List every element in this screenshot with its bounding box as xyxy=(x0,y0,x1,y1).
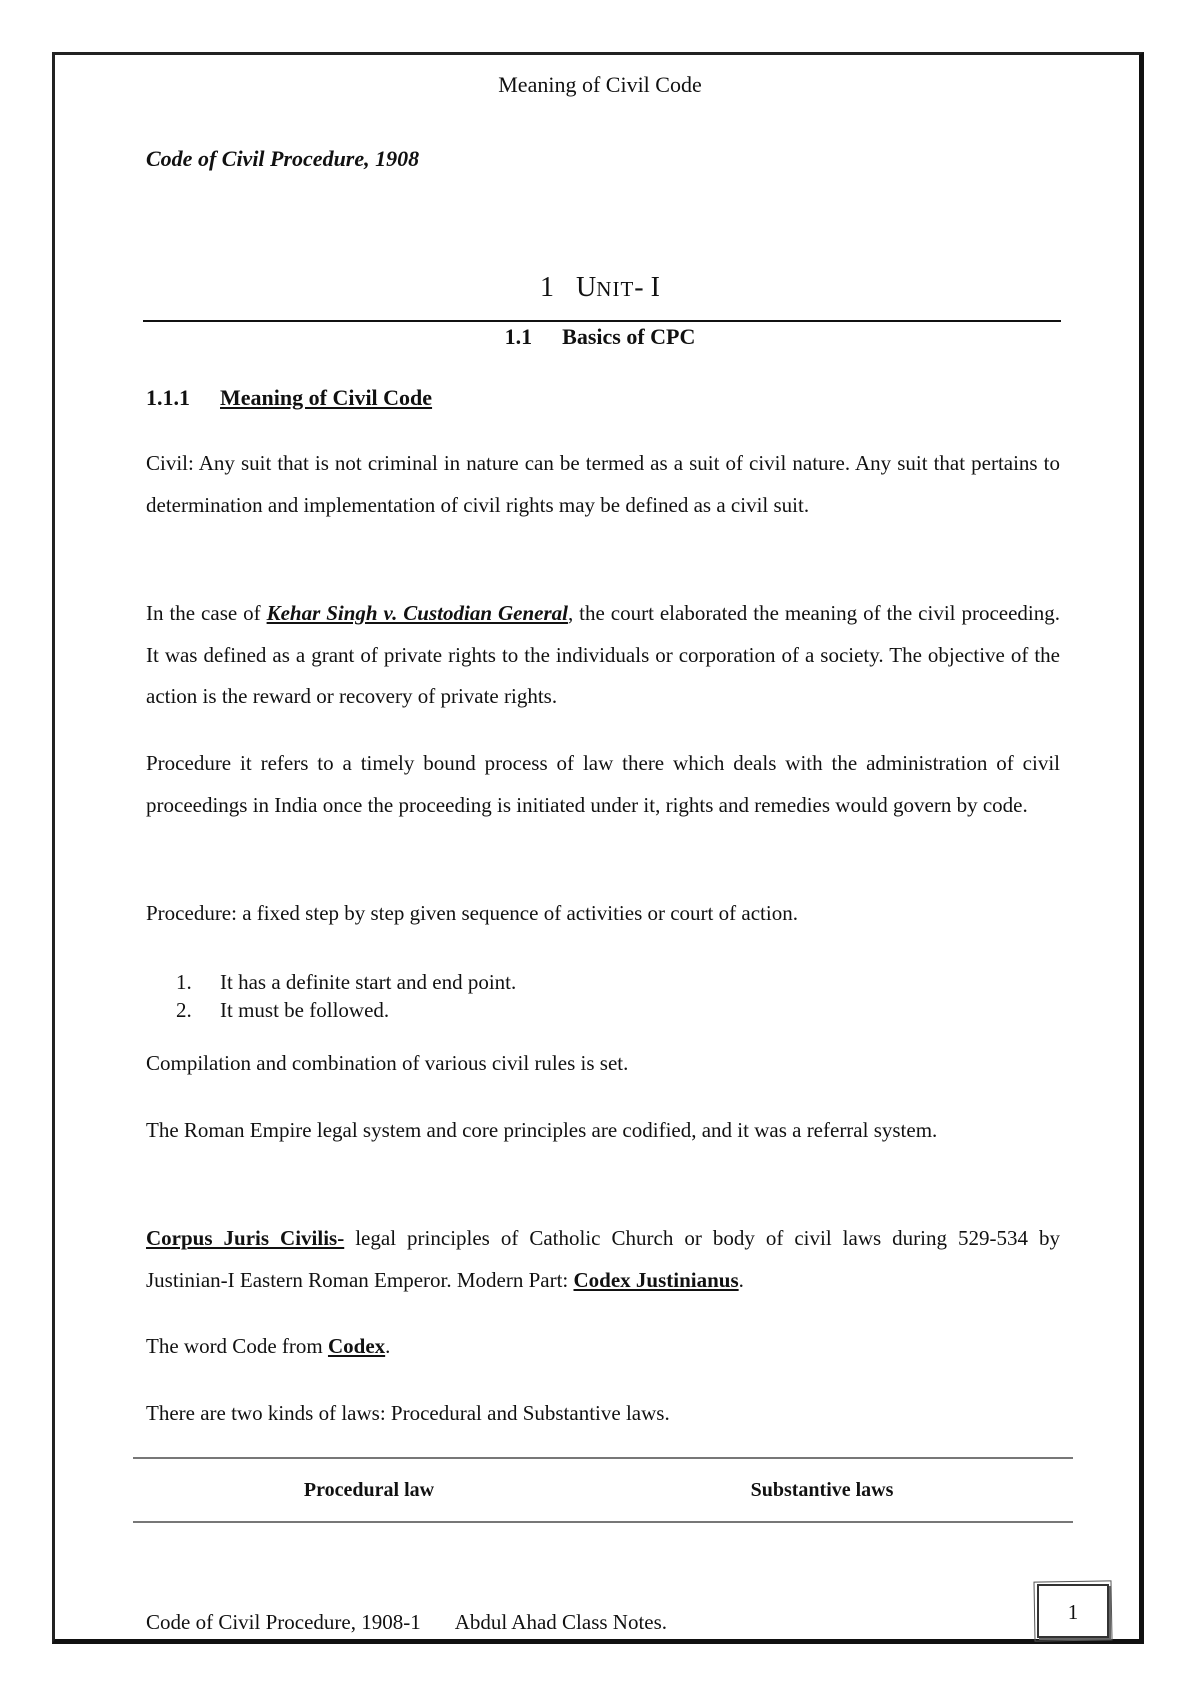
paragraph-compilation: Compilation and combination of various civil rules is set. xyxy=(146,1051,629,1075)
table-header-procedural: Procedural law xyxy=(303,1479,435,1501)
corpus-juris-term: Corpus Juris Civilis- xyxy=(146,1226,345,1250)
paragraph-kehar xyxy=(146,593,1060,718)
paragraph-two-kinds: There are two kinds of laws: Procedural and Substantive laws. xyxy=(146,1401,670,1425)
unit-heading xyxy=(0,272,1200,304)
list-item: 2. It must be followed. xyxy=(176,998,390,1022)
unit-title-first: U xyxy=(576,272,597,303)
paragraph-procedure-refers: Procedure it refers to a timely bound process of law there which deals with the administration of civil proceedings in India once the proceeding is initiated under it, rights and remedies would govern by code. xyxy=(146,751,1060,817)
unit-title-smallcaps: NIT xyxy=(596,277,635,301)
table-top-rule xyxy=(133,1457,1073,1459)
paragraph-roman: The Roman Empire legal system and core principles are codified, and it was a referral system. xyxy=(146,1118,938,1142)
codex-justinianus-term: Codex Justinianus xyxy=(573,1267,739,1292)
code-title: Code of Civil Procedure, 1908 xyxy=(146,146,420,171)
paragraph-corpus: Corpus Juris Civilis- legal principles of Catholic Church or body of civil laws during 529-534 by Justinian-I Eastern Roman Emperor. Modern Part: Codex Justinianus. xyxy=(146,1226,1060,1292)
subsection-heading xyxy=(146,385,432,411)
paragraph-procedure-fixed: Procedure: a fixed step by step given sequence of activities or court of action. xyxy=(146,901,798,925)
subsection-title: Meaning of Civil Code xyxy=(220,385,433,410)
page-header-title: Meaning of Civil Code xyxy=(498,72,702,97)
kehar-after: , the court elaborated the meaning of the civil proceeding. It was defined as a grant of private rights to the individuals or corporation of a society. The objective of the action is the reward or recovery of private rights. xyxy=(146,601,1061,708)
footer-left: Code of Civil Procedure, 1908-1 xyxy=(146,1610,421,1634)
paragraph-civil: Civil: Any suit that is not criminal in nature can be termed as a suit of civil nature. Any suit that pertains to determination and implementation of civil rights may be defined as a civil suit. xyxy=(146,451,1060,517)
list-item: 1. It has a definite start and end point. xyxy=(176,970,517,994)
paragraph-word-code: The word Code from Codex. xyxy=(146,1334,391,1358)
unit-number: 1 xyxy=(540,272,555,303)
section-heading xyxy=(0,324,1200,350)
procedure-list xyxy=(176,968,516,1024)
codex-term: Codex xyxy=(327,1334,386,1358)
unit-title-rest: - I xyxy=(634,272,660,303)
page-number: 1 xyxy=(1067,1600,1079,1624)
page-number-box xyxy=(1037,1584,1109,1638)
subsection-number: 1.1.1 xyxy=(146,385,190,410)
word-code-before: The word Code from xyxy=(146,1334,328,1358)
footer-right: Abdul Ahad Class Notes. xyxy=(454,1610,668,1634)
corpus-text: legal principles of Catholic Church or body of civil laws during 529-534 by Justinian-I Eastern Roman Emperor. Modern Part: xyxy=(146,1226,1060,1292)
kehar-before: In the case of xyxy=(146,601,267,625)
kehar-case-name: Kehar Singh v. Custodian General xyxy=(266,601,568,625)
section-title: Basics of CPC xyxy=(562,324,696,349)
footer-text xyxy=(146,1610,667,1635)
table-header-substantive: Substantive laws xyxy=(750,1479,894,1501)
heading-rule xyxy=(143,320,1061,322)
section-number: 1.1 xyxy=(504,324,533,349)
table-header-rule xyxy=(133,1521,1073,1523)
